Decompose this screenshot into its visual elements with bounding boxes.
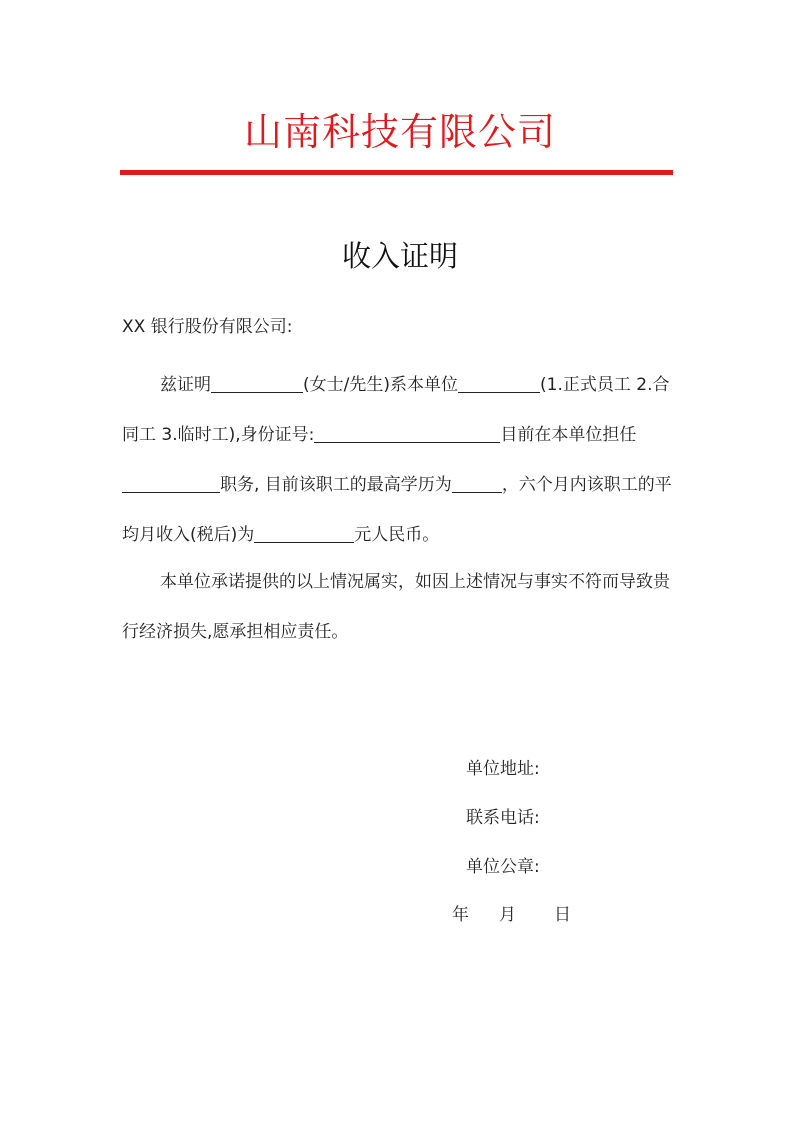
- date-year: 年: [452, 905, 469, 925]
- para-text-5: 职务, 目前该职工的最高学历为: [220, 475, 452, 495]
- company-seal-label: 单位公章:: [466, 857, 540, 877]
- income-blank[interactable]: [254, 524, 354, 543]
- para-text-4: 目前在本单位担任: [500, 425, 637, 445]
- para-text-3: (1.正式员工 2.合同工 3.临时工),身份证号:: [122, 375, 670, 445]
- document-title: 收入证明: [341, 239, 458, 273]
- company-name: 山南科技有限公司: [243, 110, 556, 154]
- name-blank[interactable]: [211, 374, 303, 393]
- education-blank[interactable]: [452, 474, 502, 493]
- company-address-label: 单位地址:: [466, 759, 540, 779]
- para-text-7: 元人民币。: [354, 525, 440, 545]
- letterhead-divider: [120, 170, 673, 175]
- para-text-6: ，六个月内该职工的平均月收入(税后)为: [122, 475, 672, 545]
- employment-type-blank[interactable]: [458, 374, 540, 393]
- date-day: 日: [554, 905, 571, 925]
- contact-phone-label: 联系电话:: [466, 808, 540, 828]
- id-number-blank[interactable]: [314, 424, 500, 443]
- date-line: [452, 902, 571, 928]
- salutation: XX 银行股份有限公司:: [122, 317, 293, 337]
- position-blank[interactable]: [122, 474, 220, 493]
- commitment-paragraph: 本单位承诺提供的以上情况属实，如因上述情况与事实不符而导致贵行经济损失,愿承担相应责任。: [122, 572, 670, 642]
- certification-paragraph: [122, 360, 682, 560]
- para-text-1: 兹证明: [160, 375, 211, 395]
- date-month: 月: [499, 905, 516, 925]
- para-text-2: (女士/先生)系本单位: [303, 375, 458, 395]
